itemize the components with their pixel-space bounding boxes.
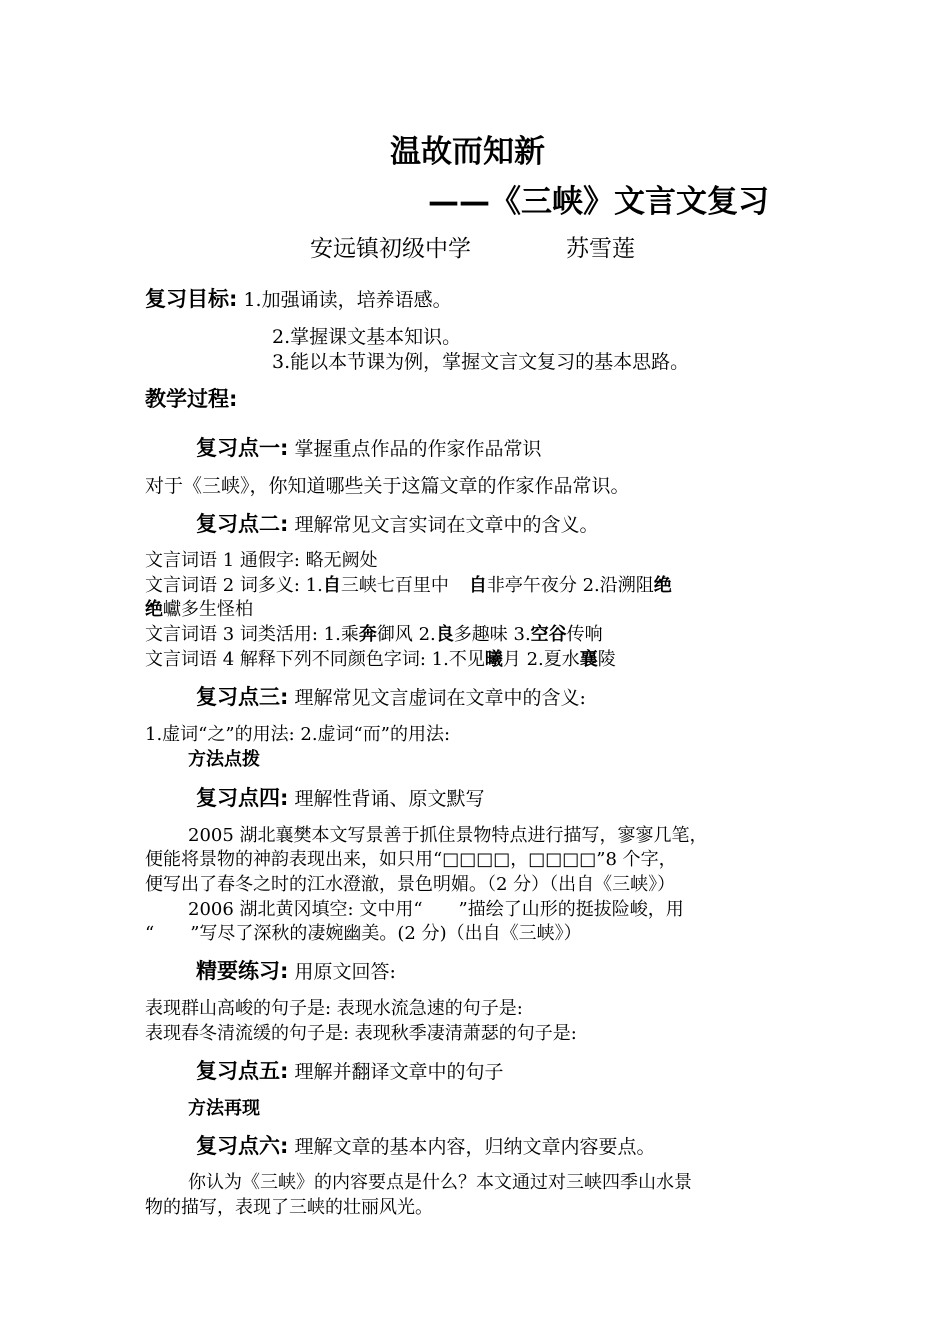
- highlight-word: 良: [435, 624, 454, 645]
- dictation-line: 便写出了春冬之时的江水澄澈，景色明媚。（2 分）（出自《三峡》）: [145, 874, 676, 895]
- text-run: 文言词语 4 解释下列不同颜色字词: 1.不见: [145, 649, 485, 670]
- practice-label: 精要练习:: [196, 959, 289, 983]
- point-2-heading: [196, 512, 598, 537]
- point-3-label: 复习点三:: [196, 685, 289, 709]
- practice-text: 用原文回答:: [294, 961, 396, 983]
- objective-item: 3.能以本节课为例，掌握文言文复习的基本思路。: [272, 351, 690, 373]
- dictation-line: “ ”写尽了深秋的凄婉幽美。(2 分)（出自《三峡》）: [145, 923, 582, 944]
- vocab-line-1: 文言词语 1 通假字: 略无阙处: [145, 550, 378, 571]
- dictation-line: 便能将景物的神韵表现出来，如只用“□□□□，□□□□”8 个字，: [145, 849, 677, 870]
- practice-heading: [196, 959, 396, 984]
- text-run: 非亭午夜分 2.沿溯阻: [486, 575, 654, 596]
- practice-line: 表现春冬清流缓的句子是: 表现秋季凄清萧瑟的句子是:: [145, 1023, 577, 1044]
- highlight-word: 奔: [358, 624, 377, 645]
- highlight-word: 绝: [653, 575, 672, 596]
- author-name: 苏雪莲: [566, 236, 635, 262]
- point-1-text: 掌握重点作品的作家作品常识: [294, 438, 542, 460]
- text-run: 传响: [566, 624, 603, 645]
- objectives-line-1: [145, 287, 452, 312]
- point-1-label: 复习点一:: [196, 436, 289, 460]
- dictation-line: 2005 湖北襄樊本文写景善于抓住景物特点进行描写，寥寥几笔，: [188, 825, 708, 846]
- point-2-text: 理解常见文言实词在文章中的含义。: [294, 514, 599, 536]
- point-5-text: 理解并翻译文章中的句子: [294, 1061, 504, 1083]
- highlight-word: 自: [322, 575, 341, 596]
- point-1-body: 对于《三峡》，你知道哪些关于这篇文章的作家作品常识。: [145, 475, 630, 497]
- vocab-line-3: [145, 598, 253, 622]
- text-run: 文言词语 3 词类活用: 1.乘: [145, 624, 359, 645]
- vocab-line-2: [145, 574, 672, 598]
- point-5-heading: [196, 1059, 503, 1084]
- text-run: 文言词语 2 词多义: 1.: [145, 575, 323, 596]
- text-run: 多趣味 3.: [453, 624, 531, 645]
- point-5-label: 复习点五:: [196, 1059, 289, 1083]
- highlight-word: 襄: [579, 649, 598, 670]
- objectives-label: 复习目标:: [145, 287, 238, 311]
- point-6-text: 理解文章的基本内容，归纳文章内容要点。: [294, 1136, 656, 1158]
- text-run: 陵: [597, 649, 616, 670]
- point-1-heading: [196, 436, 541, 461]
- objective-item: 2.掌握课文基本知识。: [272, 326, 462, 348]
- highlight-word: 自: [468, 575, 487, 596]
- method-review: 方法再现: [188, 1098, 260, 1119]
- text-run: 月 2.夏水: [502, 649, 580, 670]
- process-label: 教学过程:: [145, 387, 238, 411]
- point-4-label: 复习点四:: [196, 786, 289, 810]
- point-4-text: 理解性背诵、原文默写: [294, 788, 485, 810]
- vocab-line-4: [145, 623, 603, 647]
- point-6-body: 你认为《三峡》的内容要点是什么？本文通过对三峡四季山水景: [188, 1172, 692, 1193]
- highlight-word: 曦: [484, 649, 503, 670]
- highlight-word: 绝: [145, 599, 163, 620]
- doc-title: 温故而知新: [390, 134, 545, 170]
- vocab-line-5: [145, 648, 616, 672]
- point-3-body: 1.虚词“之”的用法: 2.虚词“而”的用法:: [145, 724, 451, 745]
- point-4-heading: [196, 786, 484, 811]
- doc-subtitle: ——《三峡》文言文复习: [428, 184, 769, 220]
- point-3-heading: [196, 685, 586, 710]
- method-hint: 方法点拨: [188, 749, 260, 770]
- text-run: 巘多生怪柏: [163, 599, 253, 620]
- point-3-text: 理解常见文言虚词在文章中的含义:: [294, 687, 586, 709]
- objective-item: 1.加强诵读，培养语感。: [243, 289, 452, 311]
- point-6-body: 物的描写，表现了三峡的壮丽风光。: [145, 1197, 433, 1218]
- dictation-line: 2006 湖北黄冈填空: 文中用“ ”描绘了山形的挺拔险峻，用: [188, 899, 684, 920]
- author-school: 安远镇初级中学: [310, 236, 471, 262]
- text-run: 御风 2.: [376, 624, 436, 645]
- point-6-heading: [196, 1134, 655, 1159]
- point-2-label: 复习点二:: [196, 512, 289, 536]
- point-6-label: 复习点六:: [196, 1134, 289, 1158]
- text-run: 三峡七百里中: [340, 575, 449, 596]
- highlight-word: 空谷: [530, 624, 567, 645]
- practice-line: 表现群山高峻的句子是: 表现水流急速的句子是:: [145, 998, 523, 1019]
